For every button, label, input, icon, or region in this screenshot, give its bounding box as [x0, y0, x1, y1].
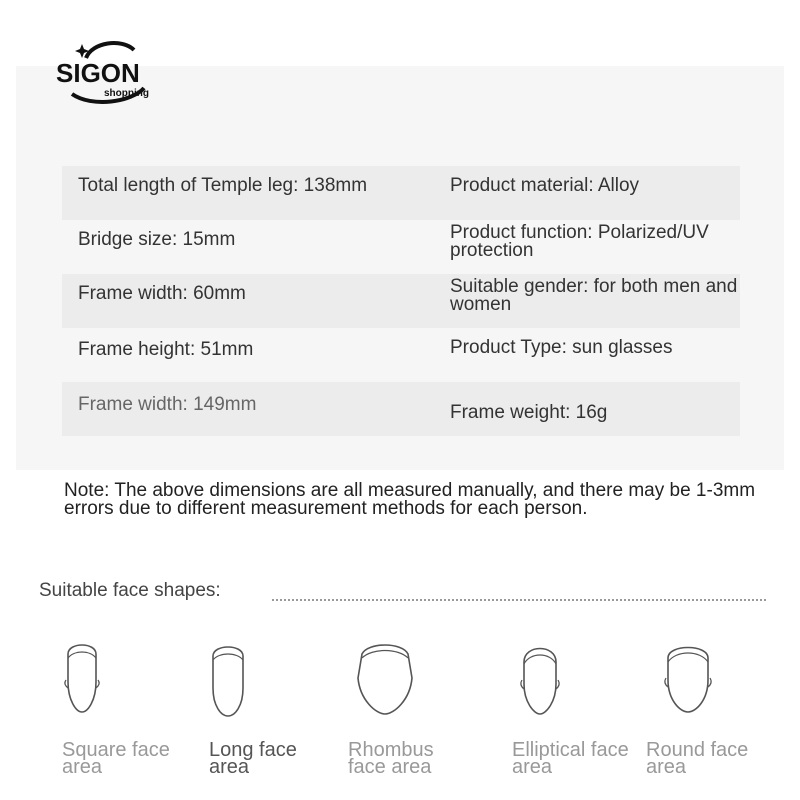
logo-sub-text: shopping	[104, 88, 149, 99]
spec-cell: Total length of Temple leg: 138mm	[78, 175, 368, 196]
spec-row	[62, 382, 740, 436]
round-face-icon	[646, 640, 756, 730]
logo-brand-text: SIGON	[56, 58, 140, 88]
spec-cell: Frame width: 60mm	[78, 283, 246, 304]
face-label: Square face area	[62, 739, 170, 778]
spec-cell: Product function: Polarized/UV protection	[450, 222, 709, 261]
spec-row	[62, 274, 740, 328]
dotted-divider	[272, 599, 766, 601]
spec-cell: Product material: Alloy	[450, 175, 640, 196]
brand-logo	[52, 36, 162, 106]
spec-table	[62, 166, 740, 436]
face-item-rhombus	[348, 640, 458, 790]
rhombus-face-icon	[348, 640, 458, 730]
square-face-icon	[62, 640, 172, 730]
spec-cell: Product Type: sun glasses	[450, 337, 673, 358]
sigon-logo-icon	[52, 36, 162, 106]
face-label: Long face area	[209, 739, 297, 778]
face-label: Round face area	[646, 739, 749, 778]
elliptical-face-icon	[512, 640, 622, 730]
face-label: Elliptical face area	[512, 739, 629, 778]
spec-cell: Suitable gender: for both men and women	[450, 276, 738, 315]
spec-cell: Frame height: 51mm	[78, 339, 254, 360]
measurement-note: Note: The above dimensions are all measured manually, and there may be 1-3mm errors due to different measurement methods for each person.	[64, 480, 756, 519]
spec-cell: Frame width: 149mm	[78, 394, 257, 415]
long-face-icon	[209, 640, 319, 730]
face-item-square	[62, 640, 172, 790]
face-item-round	[646, 640, 756, 790]
spec-cell: Frame weight: 16g	[450, 402, 608, 423]
spec-row	[62, 328, 740, 382]
spec-row	[62, 166, 740, 220]
face-item-long	[209, 640, 319, 790]
spec-cell: Bridge size: 15mm	[78, 229, 236, 250]
face-item-elliptical	[512, 640, 629, 790]
spec-row	[62, 220, 740, 274]
face-shapes-title: Suitable face shapes:	[39, 580, 221, 601]
face-label: Rhombus face area	[348, 739, 434, 778]
